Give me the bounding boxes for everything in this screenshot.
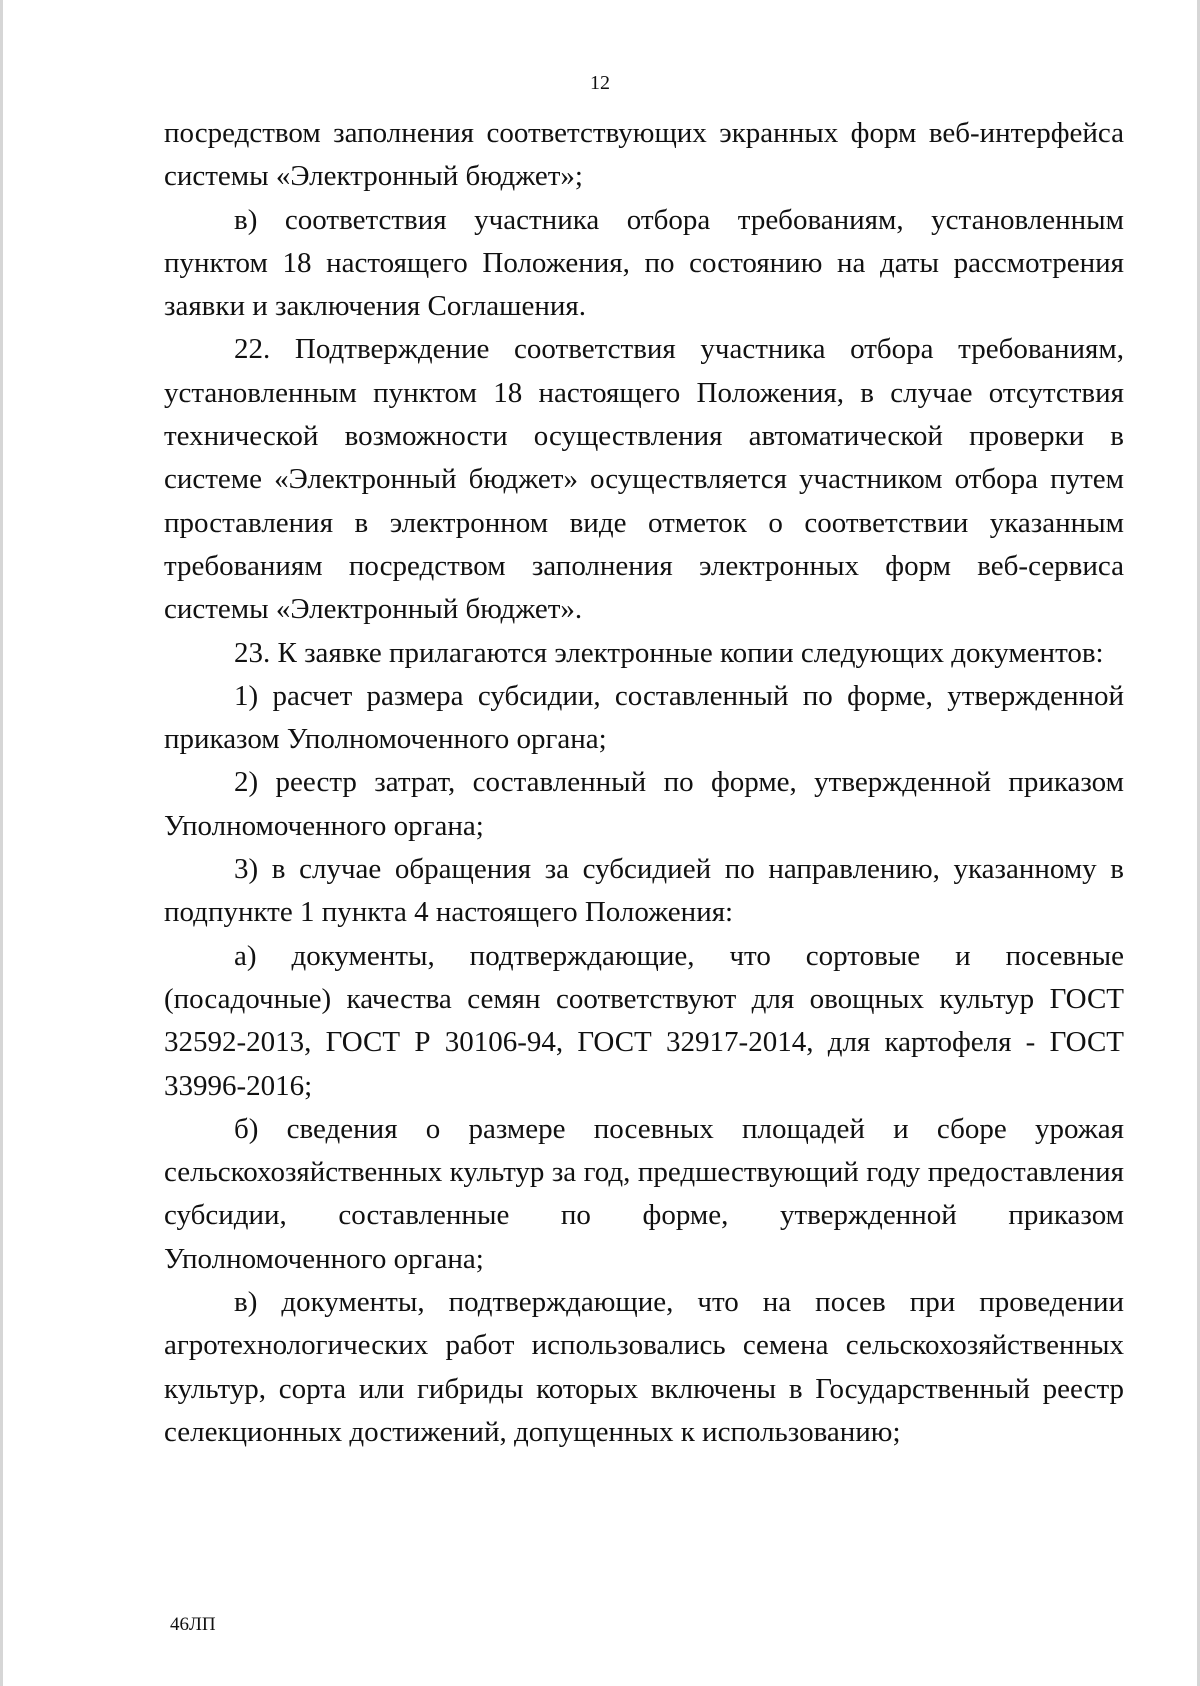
paragraph-item-3: 3) в случае обращения за субсидией по направлению, указанному в подпункте 1 пункта 4 настоящего Положения: (164, 853, 1124, 929)
paragraph-subitem-a: а) документы, подтверждающие, что сортовые и посевные (посадочные) качества семян соответствуют для овощных культур ГОСТ 32592-2013, ГОСТ Р 30106-94, ГОСТ 32917-2014, для картофеля - ГОСТ 33996-2016; (164, 939, 1124, 1102)
paragraph-item-2: 2) реестр затрат, составленный по форме, утвержденной приказом Уполномоченного органа; (164, 766, 1124, 842)
paragraph-23: 23. К заявке прилагаются электронные копии следующих документов: (234, 636, 1104, 669)
page-number: 12 (590, 72, 610, 94)
paragraph-subitem-b: б) сведения о размере посевных площадей и сборе урожая сельскохозяйственных культур за год, предшествующий году предоставления субсидии, составленные по форме, утвержденной приказом Уполномоченного органа; (164, 1112, 1124, 1275)
paragraph-22: 22. Подтверждение соответствия участника отбора требованиям, установленным пунктом 18 настоящего Положения, в случае отсутствия технической возможности осуществления автоматической проверки в системе «Электронный бюджет» осуществляется участником отбора путем проставления в электронном виде отметок о соответствии указанным требованиям посредством заполнения электронных форм веб-сервиса системы «Электронный бюджет». (164, 333, 1124, 626)
paragraph-item-1: 1) расчет размера субсидии, составленный по форме, утвержденной приказом Уполномоченного органа; (164, 679, 1124, 756)
footer-document-code: 46ЛП (170, 1614, 216, 1635)
paragraph-subitem-v: в) документы, подтверждающие, что на посев при проведении агротехнологических работ использовались семена сельскохозяйственных культур, сорта или гибриды которых включены в Государственный реестр селекционных достижений, допущенных к использованию; (164, 1286, 1124, 1448)
scan-edge-left (0, 0, 3, 1686)
document-body (164, 112, 1124, 1454)
paragraph-continuation: посредством заполнения соответствующих экранных форм веб-интерфейса системы «Электронный бюджет»; (164, 117, 1124, 193)
paragraph-item-v: в) соответствия участника отбора требованиям, установленным пунктом 18 настоящего Положения, по состоянию на даты рассмотрения заявки и заключения Соглашения. (164, 203, 1124, 323)
